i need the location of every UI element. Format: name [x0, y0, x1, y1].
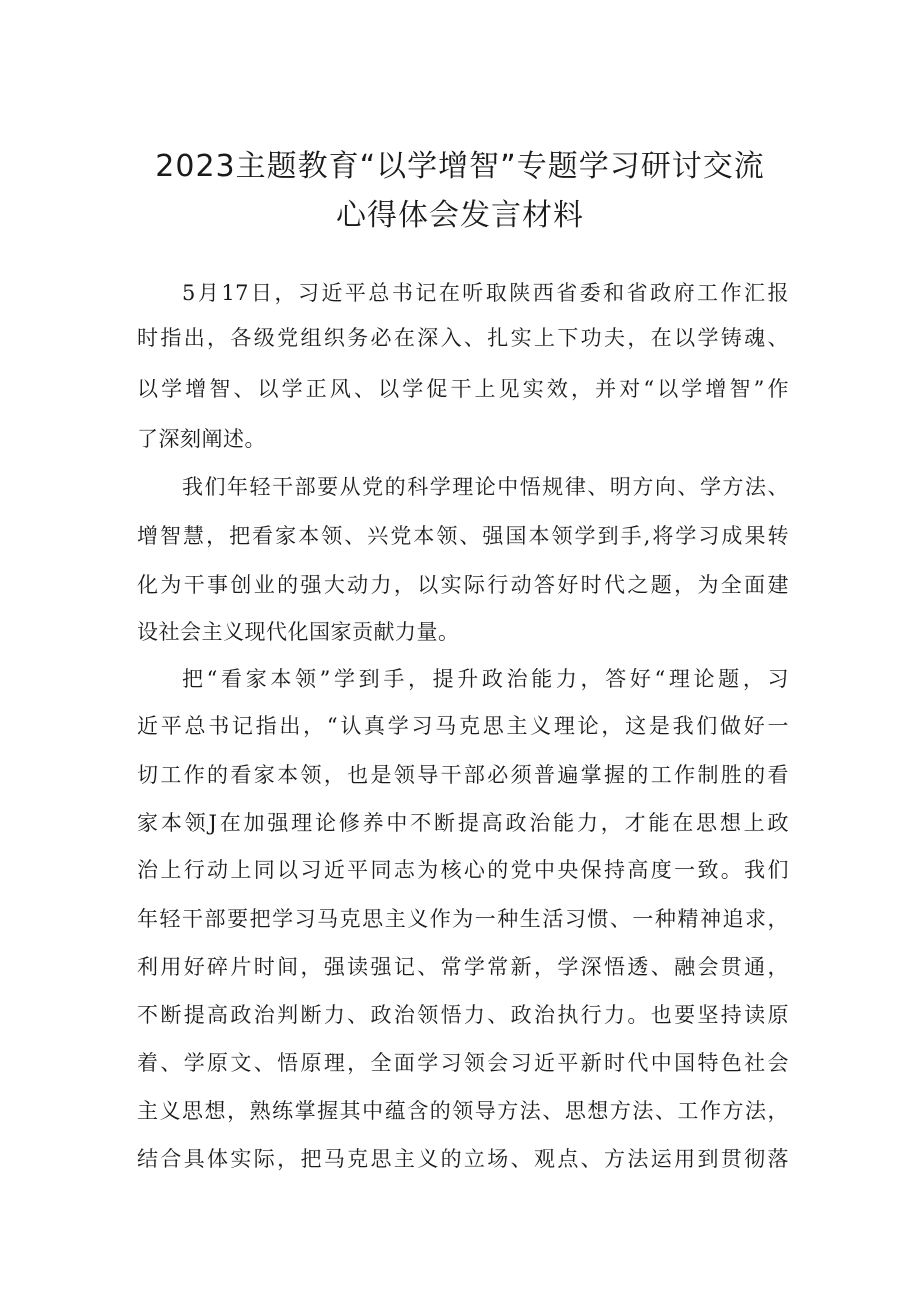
- text-line: 年轻干部要把学习马克思主义作为一种生活习惯、一种精神追求，: [137, 907, 789, 931]
- text-line: 把“看家本领”学到手，提升政治能力，答好“理论题，习: [182, 667, 789, 691]
- document-title-line-1: 2023主题教育“以学增智”专题学习研讨交流: [155, 149, 765, 184]
- text-line: 以学增智、以学正风、以学促干上见实效，并对“以学增智”作: [137, 377, 789, 401]
- text-line: 化为干事创业的强大动力，以实际行动答好时代之题，为全面建: [137, 573, 789, 597]
- text-line: 治上行动上同以习近平同志为核心的党中央保持高度一致。我们: [137, 858, 789, 882]
- text-line: 5月17日，习近平总书记在听取陕西省委和省政府工作汇报: [182, 281, 789, 305]
- text-line: 不断提高政治判断力、政治领悟力、政治执行力。也要坚持读原: [137, 1003, 789, 1027]
- text-line: 主义思想，熟练掌握其中蕴含的领导方法、思想方法、工作方法，: [137, 1099, 789, 1123]
- text-line: 近平总书记指出，“认真学习马克思主义理论，这是我们做好一: [137, 714, 789, 738]
- text-line: 家本领J在加强理论修养中不断提高政治能力，才能在思想上政: [137, 811, 789, 835]
- text-line: 了深刻阐述。: [137, 427, 266, 451]
- text-line: 我们年轻干部要从党的科学理论中悟规律、明方向、学方法、: [182, 475, 789, 499]
- text-line: 时指出，各级党组织务必在深入、扎实上下功夫，在以学铸魂、: [137, 326, 789, 350]
- text-line: 结合具体实际，把马克思主义的立场、观点、方法运用到贯彻落: [137, 1147, 789, 1171]
- text-line: 切工作的看家本领，也是领导干部必须普遍掌握的工作制胜的看: [137, 763, 789, 787]
- text-line: 利用好碎片时间，强读强记、常学常新，学深悟透、融会贯通，: [137, 955, 789, 979]
- text-line: 着、学原文、悟原理，全面学习领会习近平新时代中国特色社会: [137, 1051, 789, 1075]
- text-line: 增智慧，把看家本领、兴党本领、强国本领学到手,将学习成果转: [137, 524, 789, 548]
- document-title-line-2: 心得体会发言材料: [336, 198, 584, 233]
- text-line: 设社会主义现代化国家贡献力量。: [137, 620, 460, 644]
